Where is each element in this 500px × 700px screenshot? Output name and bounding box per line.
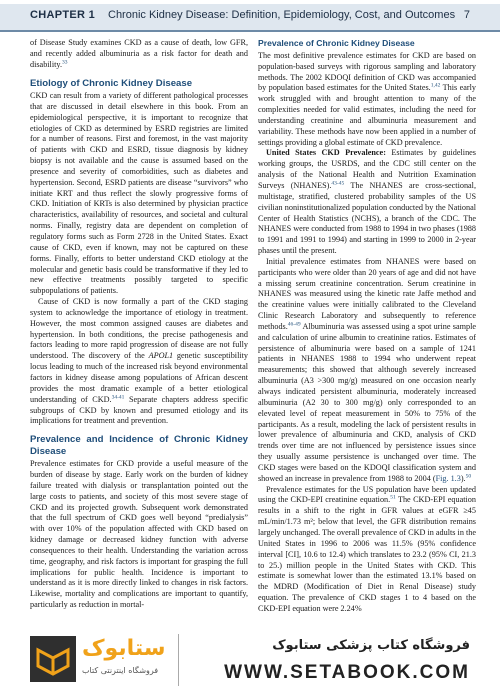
paragraph: CKD can result from a variety of different pathological processes that are discussed in detail elsewhere in this book. From an epidemiological perspective, it is important to recognize that etiologies of CKD as determined by ESRD registries are limited for a number of reasons. First and foremost, in the vast majority of patients with CKD and ESRD, tissue diagnosis by kidney biopsy is not available and the cause is assumed based on the presence and severity of comorbidities, such as diabetes and hypertension. Second, ESRD patients are disease “survivors” who initiate KRT and thus reflect the slowly progressive forms of CKD. Initiation of KRTs is also determined by physician practice characteristics, availability of resources, and societal and cultural norms. Finally, registry data are dependent on completion of regulatory forms such as Form 2728 in the United States. Exact cause of CKD, even if known, may not be captured on these forms. Finally, efforts to better understand CKD etiology at the molecular and genetic basis could be transformative if they led to new effective treatments possibly targeted to specific subpopulations of patients.	[30, 91, 248, 296]
brand-name: ستابوک	[82, 636, 166, 661]
paragraph: of Disease Study examines CKD as a cause of death, low GFR, and recently added albuminuria as a risk factor for death and disability.$^{33}$	[30, 38, 248, 69]
running-header	[0, 0, 500, 34]
section-heading-prevalence-incidence: Prevalence and Incidence of Chronic Kidney Disease	[30, 434, 248, 457]
section-heading-etiology: Etiology of Chronic Kidney Disease	[30, 77, 193, 89]
book-logo-icon	[30, 636, 76, 682]
paragraph: Cause of CKD is now formally a part of the CKD staging system to acknowledge the importance of etiology in treatment. However, the most common assigned causes are diabetes and hypertension. In both conditions, the precise pathogenesis and factors leading to more rapid progression of disease are not fully understood. The discovery of the APOL1 genetic susceptibility locus leading to much of the increased risk beyond environmental factors in kidney disease among populations of African descent provides the most dramatic example of a better etiological understanding of CKD.$^{34-41}$ Separate chapters address specific subgroups of CKD by known and presumed etiology and its implications for treatment and prevention.	[30, 297, 248, 426]
watermark-footer	[0, 630, 500, 700]
footer-divider	[178, 634, 179, 686]
paragraph: United States CKD Prevalence: Estimates by guidelines working groups, the USRDS, and the CDC still center on the analysis of the National Health and Nutrition Examination Surveys (NHANES).$^{43-45}$ The NHANES are cross-sectional, multistage, stratified, clustered probability samples of the US civilian noninstitutionalized population conducted by the National Center of Health Statistics (NCHS), a branch of the CDC. The NHANES were conducted from 1988 to 1994 in two phases (1988 to 1991 and 1991 to 1994) and starting in 1999 to 2000 in 2-year phases until the present.	[258, 148, 476, 256]
paragraph: The most definitive prevalence estimates for CKD are based on population-based surveys with rigorous sampling and laboratory methods. The 2002 KDOQI definition of CKD was accompanied by population based estimates for the United States.$^{1,42}$ This early work struggled with and brought attention to many of the complexities needed for valid estimates, including the need for understanding creatinine and albuminuria measurement and variability. These methods have now been applied in a number of settings providing a global estimate of CKD prevalence.	[258, 50, 476, 147]
chapter-label: CHAPTER 1	[30, 9, 96, 21]
header-rule	[0, 30, 500, 32]
chapter-title: Chronic Kidney Disease: Definition, Epidemiology, Cost, and Outcomes	[108, 9, 456, 21]
paragraph: Prevalence estimates for CKD provide a useful measure of the burden of disease by stage. Early work on the burden of kidney failure treated with dialysis or transplantation pointed out the large costs to patients, and society of this most severe stage of CKD and its projected growth. Subsequent work demonstrated that the full spectrum of CKD goes well beyond “predialysis” with over 10% of the population affected with CKD based on kidney damage or decreased kidney function with adverse consequences to their health. Understanding the variation across time, geography, and risk factors is important for grasping the full implications for public health. Incidence is important to understand as it is more directly linked to changes in risk factors. Likewise, mortality and complications are important to quantify, particularly as reduction in mortal-	[30, 459, 248, 610]
paragraph: Initial prevalence estimates from NHANES were based on participants who were older than 20 years of age and did not have a missing serum creatinine concentration. Serum creatinine in NHANES was measured using the kinetic rate Jaffe method and the creatinine values were initially calibrated to the Cleveland Clinic Research Laboratory and subsequently to reference methods.$^{46-49}$ Albuminuria was assessed using a spot urine sample and calculation of urine albumin to creatinine ratios. Estimates of persistence of albuminuria were based on a sample of 1241 patients in NHANES 1988 to 1994 who underwent repeat measurements; this showed that although severely increased albuminuria (A3 >300 mg/g) measured on one occasion nearly always indicated persistent albuminuria, moderately increased albuminuria (A2 30 to 300 mg/g) only corresponded to an elevated level of repeat measurement in 50% to 75% of the participants. As a result, modeling the lack of persistent results in lower prevalence of albuminuria and CKD, analysis of CKD trends over time are not influenced by persistence issues since they usually assume persistence is unchanged over time. The CKD stages were based on the KDOQI classification system and showed an increase in prevalence from 1988 to 2004 (Fig. 1.3).$^{50}$	[258, 256, 476, 483]
right-column	[258, 38, 476, 615]
subsection-heading-prevalence: Prevalence of Chronic Kidney Disease	[258, 38, 415, 48]
left-column	[30, 38, 248, 611]
shop-url[interactable]: WWW.SETABOOK.COM	[224, 662, 470, 683]
figure-link[interactable]: Fig. 1.3	[435, 473, 461, 483]
brand-tagline: فروشگاه اینترنتی کتاب	[82, 666, 159, 675]
shop-name: فروشگاه کتاب پزشکی ستابوک	[272, 638, 470, 653]
page-number: 7	[463, 9, 470, 21]
paragraph: Prevalence estimates for the US population have been updated using the CKD-EPI creatinine equation.$^{51}$ The CKD-EPI equation results in a shift to the right in GFR values at eGFR ≥45 mL/min/1.73 m²; below that level, the GFR distribution remains largely unchanged. The overall prevalence of CKD in adults in the United States in 1996 to 2006 was 11.5% (95% confidence interval [CI], 10.6 to 12.4) which translates to 23.2 (95% CI, 21.3 to 25.) million people in the United States with CKD. This estimate is somewhat lower than the estimated 13.1% based on the MDRD (Modification of Diet in Renal Disease) study equation. The prevalence of CKD stages 1 to 4 based on the CKD-EPI equation were 2.24%	[258, 484, 476, 613]
